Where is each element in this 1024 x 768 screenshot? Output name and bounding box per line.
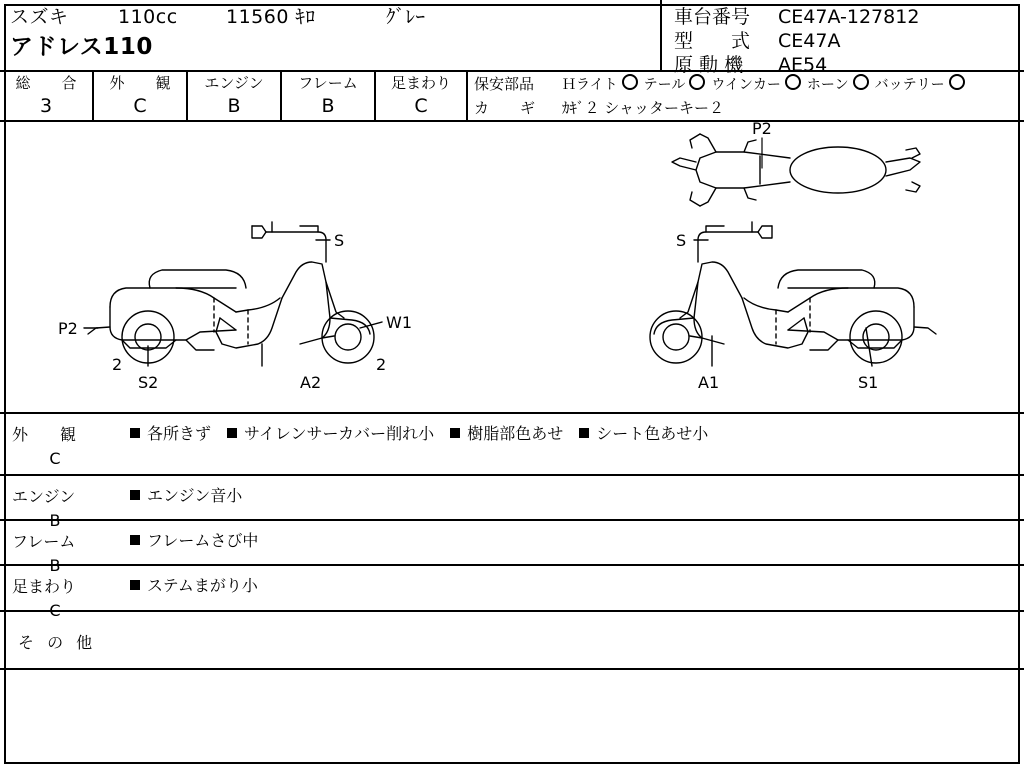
top-view-scooter	[672, 134, 920, 206]
diagram-label-left-s2: S2	[138, 373, 159, 392]
note-row-other	[0, 612, 1024, 670]
frame-number-label: 車台番号	[674, 6, 751, 28]
note-row-blank	[0, 670, 1024, 722]
equipment-section	[468, 72, 1024, 120]
equipment-title: 保安部品	[474, 75, 535, 93]
header-section	[0, 0, 1024, 76]
diagram-label-right-a1: A1	[698, 373, 720, 392]
key-label: カ ギ	[474, 99, 544, 117]
frame-number-row	[674, 2, 919, 29]
grade-cell-engine	[188, 72, 282, 120]
engine-value: AE54	[778, 54, 828, 76]
square-bullet-icon	[579, 428, 589, 438]
circle-mark-icon	[622, 74, 638, 90]
note-grade-frame: B	[49, 556, 61, 575]
grade-band	[0, 72, 1024, 122]
note-item-text: シート色あせ小	[596, 424, 709, 443]
square-bullet-icon	[130, 535, 140, 545]
note-items-frame	[130, 530, 1016, 552]
damage-diagram	[0, 122, 1024, 414]
note-item	[130, 530, 258, 552]
displacement: 110cc	[118, 6, 178, 28]
header-left	[0, 0, 660, 70]
diagram-label-right-s: S	[676, 231, 687, 250]
note-item-text: 各所きず	[147, 424, 212, 443]
grade-label-suspension: 足まわり	[390, 74, 451, 92]
circle-mark-icon	[689, 74, 705, 90]
note-items-suspension	[130, 575, 1016, 597]
grade-value-engine: B	[227, 95, 241, 117]
circle-mark-icon	[949, 74, 965, 90]
maker-name: スズキ	[10, 6, 69, 28]
grade-label-frame: フレーム	[298, 74, 358, 92]
note-category-label-exterior: 外 観	[12, 425, 85, 444]
grade-label-total: 総 合	[15, 74, 85, 92]
note-row-frame	[0, 521, 1024, 575]
right-side-scooter	[650, 222, 936, 363]
grade-cell-frame	[282, 72, 376, 120]
diagram-label-left-2a: 2	[112, 355, 123, 374]
diagram-label-left-a2: A2	[300, 373, 322, 392]
diagram-label-left-s: S	[334, 231, 345, 250]
diagram-label-right-s1: S1	[858, 373, 879, 392]
diagram-label-left-2b: 2	[376, 355, 387, 374]
grade-value-frame: B	[321, 95, 335, 117]
note-item	[227, 423, 434, 445]
square-bullet-icon	[450, 428, 460, 438]
note-grade-exterior: C	[49, 449, 61, 468]
note-item	[130, 485, 242, 507]
square-bullet-icon	[130, 428, 140, 438]
note-item	[130, 423, 211, 445]
grade-cell-total	[0, 72, 94, 120]
circle-mark-icon	[853, 74, 869, 90]
model-name: アドレス110	[10, 34, 153, 60]
square-bullet-icon	[227, 428, 237, 438]
note-row-suspension	[0, 566, 1024, 620]
diagram-label-left-p2: P2	[58, 319, 78, 338]
equip-item-headlight	[562, 74, 638, 94]
grade-value-exterior: C	[133, 95, 147, 117]
note-item	[130, 575, 258, 597]
grade-cell-exterior	[94, 72, 188, 120]
circle-mark-icon	[785, 74, 801, 90]
diagram-label-left-w1: W1	[386, 313, 412, 332]
equip-item-taillight	[644, 74, 706, 94]
equip-label-headlight: Ｈライト	[562, 77, 618, 93]
note-category-label-engine: エンジン	[12, 487, 76, 506]
note-category-label-suspension: 足まわり	[12, 577, 77, 596]
note-grade-suspension: C	[49, 601, 61, 620]
note-item	[579, 423, 708, 445]
grade-label-engine: エンジン	[204, 74, 264, 92]
square-bullet-icon	[130, 580, 140, 590]
type-row	[674, 26, 840, 53]
note-item-text: サイレンサーカバー削れ小	[244, 424, 435, 443]
left-side-scooter	[88, 222, 374, 363]
vehicle-summary-row	[10, 2, 426, 29]
note-items-exterior	[130, 423, 1016, 445]
note-category-label-frame: フレーム	[12, 532, 76, 551]
equipment-row	[474, 73, 971, 94]
grade-cell-suspension	[376, 72, 468, 120]
body-color: ｸﾞﾚｰ	[386, 6, 426, 28]
diagram-label-top-p2: P2	[752, 122, 772, 138]
equip-label-taillight: テール	[643, 77, 686, 93]
note-grade-engine: B	[49, 511, 61, 530]
square-bullet-icon	[130, 490, 140, 500]
type-value: CE47A	[778, 30, 841, 52]
key-row	[474, 97, 724, 118]
equip-item-battery	[875, 74, 965, 94]
equip-label-battery: バッテリー	[874, 77, 945, 93]
note-item-text: エンジン音小	[147, 486, 243, 505]
equip-label-horn: ホーン	[806, 77, 849, 93]
grade-value-suspension: C	[414, 95, 428, 117]
mileage: 11560 ｷﾛ	[226, 6, 316, 28]
key-value: ｶｷﾞ２ シャッターキー２	[562, 99, 724, 117]
note-item-text: ステムまがり小	[147, 576, 258, 595]
equip-item-horn	[807, 74, 869, 94]
scooter-diagram-svg	[0, 122, 1024, 410]
equip-item-winker	[711, 74, 801, 94]
note-item	[450, 423, 563, 445]
other-label: そ の 他	[18, 633, 97, 652]
note-item-text: 樹脂部色あせ	[467, 424, 564, 443]
equip-label-winker: ウインカー	[711, 77, 781, 93]
grade-value-total: 3	[39, 95, 53, 117]
header-right	[660, 0, 1024, 76]
condition-notes	[0, 414, 1024, 722]
grade-label-exterior: 外 観	[109, 74, 179, 92]
note-category-exterior	[12, 422, 122, 468]
note-item-text: フレームさび中	[147, 531, 259, 550]
note-items-engine	[130, 485, 1016, 507]
type-label: 型 式	[674, 30, 751, 52]
frame-number-value: CE47A-127812	[778, 6, 920, 28]
note-row-exterior	[0, 414, 1024, 476]
engine-label: 原 動 機	[674, 54, 744, 76]
note-row-engine	[0, 476, 1024, 530]
